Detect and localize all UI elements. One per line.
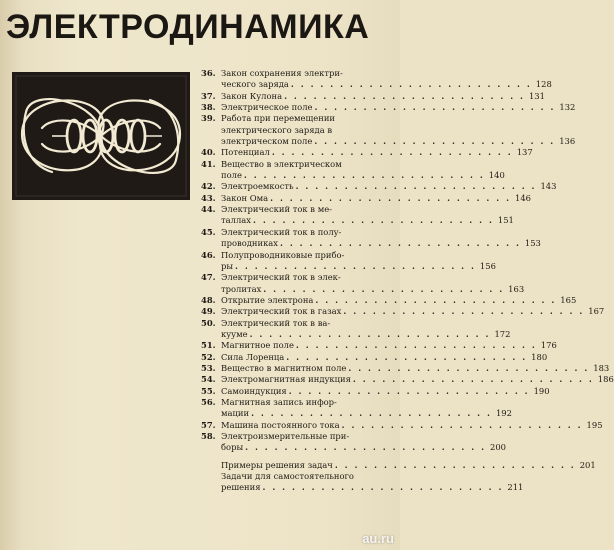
toc-dot-leader: . . . . . . . . . . . . . . . . . . . . . . . . .: [271, 147, 513, 158]
toc-entry-title: Вещество в электрическом: [221, 158, 342, 169]
toc-entry-body: [221, 113, 575, 147]
toc-page-number: 186: [597, 374, 614, 385]
toc-entry: [201, 68, 552, 91]
toc-entry-number: 49.: [201, 306, 216, 317]
toc-entry-line: [221, 386, 550, 397]
toc-entry-number: 38.: [201, 102, 216, 113]
toc-entry-title: Электрический ток в элек-: [221, 272, 341, 283]
toc-entry-title: Потенциал: [221, 147, 270, 158]
toc-entry-line: [221, 352, 547, 363]
toc-entry-title: Электрическое поле: [221, 102, 313, 113]
toc-entry-number: 46.: [201, 249, 216, 260]
toc-entry-number: 40.: [201, 147, 216, 158]
toc-entry-body: [221, 91, 545, 102]
toc-entry-title: Магнитное поле: [221, 340, 294, 351]
toc-dot-leader: . . . . . . . . . . . . . . . . . . . . . . . . .: [288, 385, 530, 396]
toc-entry: [201, 90, 545, 102]
toc-entry-title: Электрический ток в газах: [221, 306, 342, 317]
watermark: au.ru: [362, 531, 394, 546]
toc-entry-number: 45.: [201, 226, 216, 237]
toc-page-number: 163: [508, 283, 525, 294]
toc-entry-line: [221, 250, 496, 261]
toc-entry-title: Закон сохранения электри-: [221, 68, 343, 78]
toc-entry-title: Сила Лоренца: [221, 351, 285, 362]
toc-entry-number: 44.: [201, 204, 216, 215]
toc-dot-leader: . . . . . . . . . . . . . . . . . . . . . . . . .: [262, 482, 504, 493]
toc-entry-line: [221, 442, 506, 453]
toc-entry-line: [221, 68, 552, 79]
toc-dot-leader: . . . . . . . . . . . . . . . . . . . . . . . . .: [243, 170, 485, 181]
toc-page-number: 143: [540, 181, 557, 192]
toc-entry-body: [221, 363, 609, 374]
toc-entry: [201, 419, 603, 431]
toc-entry-number: 55.: [201, 385, 216, 396]
toc-page-number: 137: [516, 147, 533, 158]
toc-entry-number: 56.: [201, 396, 216, 407]
toc-page-number: 211: [507, 482, 524, 493]
toc-entry-line: [221, 363, 609, 374]
toc-entry-body: [221, 193, 531, 204]
toc-entry-title: решения: [221, 482, 261, 493]
toc-page-number: 131: [528, 90, 545, 101]
toc-entry-line: [221, 159, 505, 170]
toc-entry-title: тролитах: [221, 283, 262, 294]
toc-entry-body: [221, 471, 523, 494]
toc-entry-line: [221, 431, 506, 442]
toc-entry: [201, 471, 524, 494]
toc-entry-body: [221, 340, 557, 351]
toc-dot-leader: . . . . . . . . . . . . . . . . . . . . . . . . .: [286, 351, 528, 362]
toc-entry-title: Полупроводниковые прибо-: [221, 249, 345, 260]
toc-entry-title: Открытие электрона: [221, 294, 314, 305]
toc-entry-line: [221, 408, 512, 419]
toc-entry-title: проводниках: [221, 238, 279, 249]
toc-entry-number: 50.: [201, 317, 216, 328]
toc-entry: [201, 158, 505, 182]
toc-dot-leader: . . . . . . . . . . . . . . . . . . . . . . . . .: [352, 374, 594, 385]
toc-dot-leader: . . . . . . . . . . . . . . . . . . . . . . . . .: [284, 90, 525, 101]
toc-entry-number: 39.: [201, 113, 216, 124]
toc-entry-line: [221, 181, 556, 192]
toc-entry: [201, 431, 506, 454]
toc-page-number: 172: [494, 328, 511, 339]
toc-entry-title: Машина постоянного тока: [221, 419, 340, 430]
toc-entry: [201, 102, 576, 113]
toc-entry: [201, 226, 541, 250]
toc-entry-line: [221, 420, 603, 431]
toc-page-number: 146: [514, 192, 531, 203]
toc-entry-body: [221, 250, 496, 273]
toc-entry-number: 57.: [201, 419, 216, 430]
toc-entry: [201, 385, 550, 397]
toc-entry: [201, 362, 610, 374]
toc-entry-title: электрическом поле: [221, 136, 313, 147]
toc-dot-leader: . . . . . . . . . . . . . . . . . . . . . . . . .: [245, 442, 486, 453]
toc-entry-line: [221, 272, 524, 283]
toc-entry-body: [221, 397, 512, 420]
toc-entry-title: Электроизмерительные при-: [221, 431, 350, 441]
toc-entry-number: 41.: [201, 158, 216, 169]
toc-entry-title: ры: [221, 260, 234, 271]
toc-entry-body: [221, 227, 541, 250]
toc-dot-leader: . . . . . . . . . . . . . . . . . . . . . . . . .: [249, 328, 491, 339]
toc-entry-title: мации: [221, 408, 250, 419]
toc-entry-line: [221, 102, 575, 113]
toc-entry: [201, 396, 512, 420]
toc-entry: [201, 317, 511, 341]
toc-entry-number: 37.: [201, 90, 216, 101]
toc-entry-number: 36.: [201, 68, 216, 78]
toc-entry-title: Закон Кулона: [221, 90, 283, 101]
toc-entry-body: [221, 102, 575, 113]
toc-entry-body: [221, 374, 614, 385]
toc-entry-number: 51.: [201, 340, 216, 351]
toc-page-number: 151: [497, 215, 514, 226]
toc-dot-leader: . . . . . . . . . . . . . . . . . . . . . . . . .: [252, 215, 494, 226]
toc-entry-title: боры: [221, 442, 244, 453]
toc-entry-title: Вещество в магнитном поле: [221, 362, 347, 373]
toc-entry-body: [221, 420, 603, 431]
toc-entry-body: [221, 272, 524, 295]
toc-entry-title: Электрический ток в полу-: [221, 226, 342, 237]
section-heading: ЭЛЕКТРОДИНАМИКА: [6, 8, 370, 46]
toc-entry: [201, 294, 577, 306]
toc-entry: [201, 459, 596, 471]
toc-dot-leader: . . . . . . . . . . . . . . . . . . . . . . . . .: [251, 408, 492, 419]
toc-dot-leader: . . . . . . . . . . . . . . . . . . . . . . . . .: [334, 459, 576, 470]
toc-entry: [201, 113, 576, 147]
toc-entry-body: [221, 295, 576, 306]
toc-page-number: 192: [495, 408, 512, 419]
toc-dot-leader: . . . . . . . . . . . . . . . . . . . . . . . . .: [235, 260, 476, 271]
toc-entry-number: 47.: [201, 272, 216, 283]
toc-entry-body: [221, 204, 514, 227]
toc-entry-body: [221, 306, 604, 317]
toc-entry-title: Электрический ток в ва-: [221, 317, 331, 328]
toc-entry: [201, 249, 496, 273]
solenoid-field-lines-icon: [12, 72, 190, 200]
toc-page-number: 183: [593, 362, 610, 373]
toc-entry-body: [221, 460, 596, 471]
toc-entry-line: [221, 340, 557, 351]
toc-dot-leader: . . . . . . . . . . . . . . . . . . . . . . . . .: [315, 294, 557, 305]
toc-entry-title: Примеры решения задач: [221, 459, 333, 470]
toc-page-number: 136: [559, 136, 576, 147]
toc-page-number: 190: [533, 385, 550, 396]
toc-entry-body: [221, 147, 533, 158]
toc-dot-leader: . . . . . . . . . . . . . . . . . . . . . . . . .: [341, 419, 583, 430]
toc-entry-body: [221, 159, 505, 182]
toc-dot-leader: . . . . . . . . . . . . . . . . . . . . . . . . .: [263, 283, 505, 294]
toc-entry-line: [221, 397, 512, 408]
toc-page-number: 200: [490, 442, 506, 453]
toc-entry-title: поле: [221, 170, 242, 181]
toc-page-number: 132: [559, 102, 576, 113]
toc-entry-title: ческого заряда: [221, 79, 289, 90]
toc-page-number: 156: [479, 260, 496, 271]
toc-entry-title: Электрический ток в ме-: [221, 204, 332, 215]
toc-dot-leader: . . . . . . . . . . . . . . . . . . . . . . . . .: [280, 238, 521, 249]
toc-entry-line: [221, 238, 541, 249]
toc-entry-line: [221, 147, 533, 158]
toc-entry-line: [221, 329, 510, 340]
toc-entry-body: [221, 386, 550, 397]
toc-entry-number: 43.: [201, 192, 216, 203]
toc-entry: [201, 306, 605, 317]
toc-page-number: 153: [524, 238, 541, 249]
toc-entry-line: [221, 284, 524, 295]
toc-entry-line: [221, 460, 596, 471]
toc-entry-line: [221, 136, 575, 147]
toc-entry-number: 52.: [201, 351, 216, 362]
toc-dot-leader: . . . . . . . . . . . . . . . . . . . . . . . . .: [295, 181, 537, 192]
toc-entry: [201, 192, 531, 204]
toc-entry-body: [221, 318, 510, 341]
toc-dot-leader: . . . . . . . . . . . . . . . . . . . . . . . . .: [295, 340, 537, 351]
toc-entry: [201, 181, 557, 192]
toc-page-number: 165: [560, 294, 577, 305]
toc-entry-line: [221, 318, 510, 329]
toc-entry-line: [221, 193, 531, 204]
toc-entry-line: [221, 215, 514, 226]
toc-entry-number: 42.: [201, 181, 216, 192]
table-of-contents: [201, 68, 614, 494]
toc-entry-body: [221, 431, 506, 454]
toc-entry-line: [221, 91, 545, 102]
toc-entry-title: таллах: [221, 215, 251, 226]
toc-entry-number: 48.: [201, 294, 216, 305]
toc-page-number: 195: [586, 419, 603, 430]
toc-entry: [201, 147, 533, 158]
toc-entry: [201, 204, 514, 227]
toc-entry-line: [221, 482, 523, 493]
toc-entry-title: Самоиндукция: [221, 385, 287, 396]
toc-dot-leader: . . . . . . . . . . . . . . . . . . . . . . . . .: [314, 102, 556, 113]
toc-dot-leader: . . . . . . . . . . . . . . . . . . . . . . . . .: [290, 79, 532, 90]
toc-dot-leader: . . . . . . . . . . . . . . . . . . . . . . . . .: [270, 192, 511, 203]
toc-entry-number: 53.: [201, 362, 216, 373]
toc-dot-leader: . . . . . . . . . . . . . . . . . . . . . . . . .: [314, 136, 556, 147]
toc-entry-line: [221, 113, 575, 124]
toc-entry-number: 54.: [201, 374, 216, 385]
toc-entry-line: [221, 261, 496, 272]
toc-entry-line: [221, 374, 614, 385]
toc-entry-line: [221, 170, 505, 181]
toc-entry-line: [221, 295, 576, 306]
toc-entry-title: Задачи для самостоятельного: [221, 471, 354, 482]
toc-entry-title: электрического заряда в: [221, 124, 333, 135]
toc-entry-line: [221, 204, 514, 215]
toc-page-number: 167: [588, 306, 605, 317]
toc-page-number: 140: [488, 170, 505, 181]
toc-entry-body: [221, 352, 547, 363]
toc-entry-title: Электромагнитная индукция: [221, 374, 351, 385]
toc-entry: [201, 272, 525, 295]
toc-entry-title: Работа при перемещении: [221, 113, 336, 124]
toc-entry-body: [221, 181, 556, 192]
toc-entry-line: [221, 227, 541, 238]
toc-entry-line: [221, 79, 552, 90]
toc-page-number: 180: [531, 351, 548, 362]
toc-entry-title: кууме: [221, 328, 248, 339]
toc-page-number: 128: [535, 79, 552, 90]
toc-entry-line: [221, 471, 523, 482]
toc-page-number: 201: [579, 459, 596, 470]
toc-entry: [201, 351, 548, 363]
toc-entry-title: Магнитная запись инфор-: [221, 396, 337, 407]
toc-entry-title: Электроемкость: [221, 181, 294, 192]
toc-dot-leader: . . . . . . . . . . . . . . . . . . . . . . . . .: [348, 362, 590, 373]
toc-dot-leader: . . . . . . . . . . . . . . . . . . . . . . . . .: [343, 306, 585, 317]
toc-entry-line: [221, 306, 604, 317]
toc-page-number: 176: [540, 340, 557, 351]
toc-entry: [201, 374, 614, 385]
toc-entry: [201, 340, 557, 351]
toc-entry-number: 58.: [201, 431, 216, 441]
solenoid-field-lines-graphic: [12, 72, 190, 200]
toc-entry-title: Закон Ома: [221, 192, 269, 203]
toc-entry-line: [221, 125, 575, 136]
toc-entry-body: [221, 68, 552, 91]
